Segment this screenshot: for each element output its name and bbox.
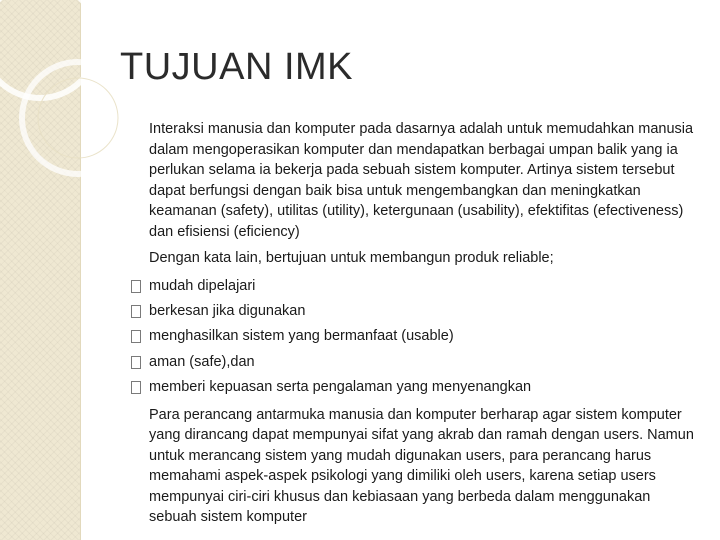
hollow-box-bullet-icon [131,305,141,318]
list-item [131,299,696,324]
list-item-text: menghasilkan sistem yang bermanfaat (usable) [149,328,454,345]
hollow-box-bullet-icon [131,280,141,293]
slide-title: TUJUAN IMK [120,46,353,88]
goals-list [131,274,696,400]
list-item-text: berkesan jika digunakan [149,303,306,320]
designer-paragraph: Para perancang antarmuka manusia dan komputer berharap agar sistem komputer yang dirancang dapat mempunyai sifat yang akrab dan ramah dengan users. Namun untuk merancang sistem yang mudah digunakan users, para perancang harus memahami aspek-aspek psikologi yang dimiliki oleh users, karena setiap users mempunyai ciri-ciri khusus dan kebiasaan yang berbeda dalam menggunakan sebuah sistem komputer [149,406,694,526]
hollow-box-bullet-icon [131,381,141,394]
list-item [131,375,696,400]
hollow-box-bullet-icon [131,330,141,343]
reliable-product-paragraph: Dengan kata lain, bertujuan untuk membangun produk reliable; [149,250,554,266]
list-item [131,349,696,374]
list-item-text: aman (safe),dan [149,353,255,370]
list-item [131,324,696,349]
list-item [131,274,696,299]
hollow-box-bullet-icon [131,356,141,369]
intro-paragraph: Interaksi manusia dan komputer pada dasarnya adalah untuk memudahkan manusia dalam mengoperasikan komputer dan mendapatkan berbagai umpan balik yang ia perlukan selama ia bekerja pada sebuah sistem komputer. Artinya sistem tersebut dapat berfungsi dengan baik bisa untuk mengembangkan dan meningkatkan keamanan (safety), utilitas (utility), ketergunaan (usability), efektifitas (efectiveness) dan efisiensi (eficiency) [149,121,694,240]
slide-body [131,119,696,528]
list-item-text: mudah dipelajari [149,277,256,294]
list-item-text: memberi kepuasan serta pengalaman yang menyenangkan [149,379,532,396]
